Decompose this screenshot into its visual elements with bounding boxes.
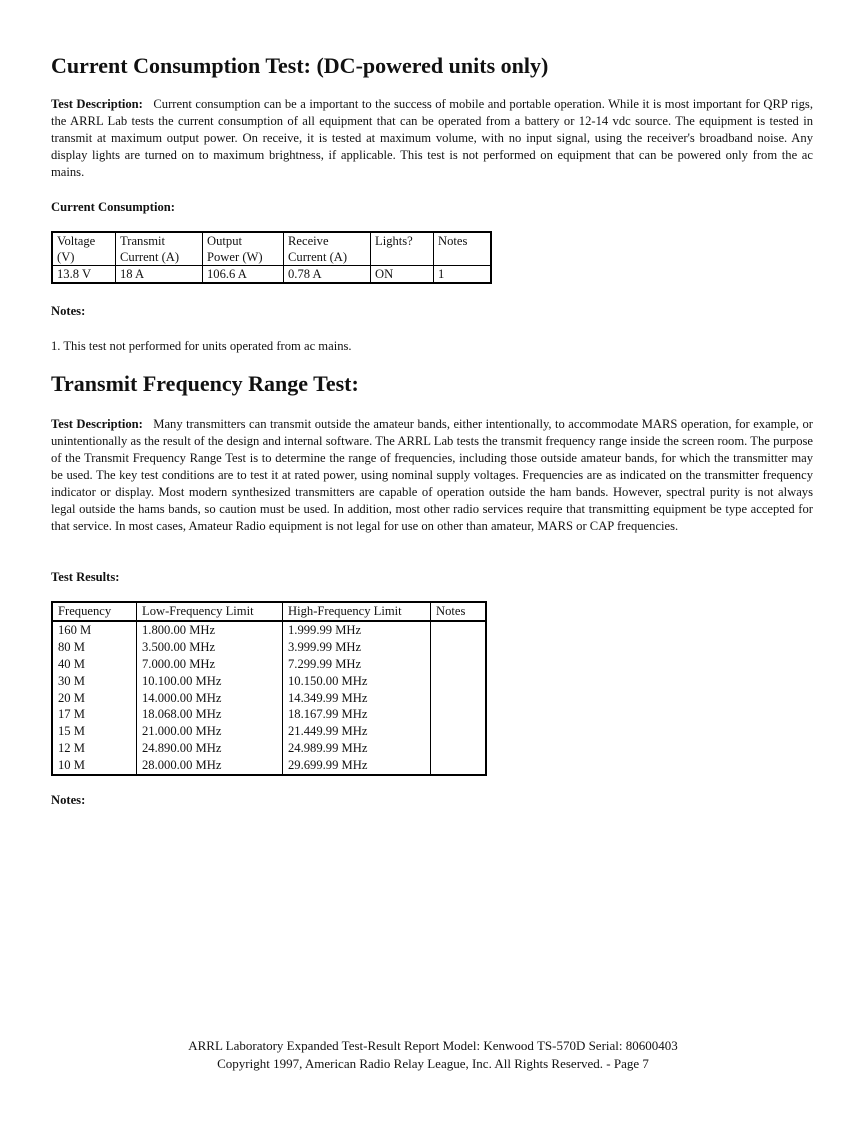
table-row [52,706,486,723]
table-header-row [52,232,491,266]
cell-transmit-current: 18 A [116,266,203,284]
table-row [52,656,486,673]
cell-notes [431,706,487,723]
cell-low-limit: 21.000.00 MHz [137,723,283,740]
transmit-frequency-description [51,416,813,535]
page-footer [0,1037,866,1073]
header-output-power: Output Power (W) [203,232,284,266]
header-low-frequency-limit: Low-Frequency Limit [137,602,283,621]
header-frequency: Frequency [52,602,137,621]
current-consumption-description [51,96,813,181]
table-header-row [52,602,486,621]
cell-frequency: 160 M [52,621,137,639]
cell-high-limit: 18.167.99 MHz [283,706,431,723]
cell-high-limit: 14.349.99 MHz [283,690,431,707]
header-transmit-current: Transmit Current (A) [116,232,203,266]
table-row [52,757,486,775]
cell-low-limit: 10.100.00 MHz [137,673,283,690]
header-notes: Notes [431,602,487,621]
cell-low-limit: 14.000.00 MHz [137,690,283,707]
cell-voltage: 13.8 V [52,266,116,284]
cell-low-limit: 1.800.00 MHz [137,621,283,639]
current-consumption-table [51,231,492,284]
table-row [52,690,486,707]
cell-frequency: 10 M [52,757,137,775]
header-voltage: Voltage (V) [52,232,116,266]
footer-copyright-line: Copyright 1997, American Radio Relay League, Inc. All Rights Reserved. - Page 7 [217,1056,649,1071]
header-receive-current: Receive Current (A) [284,232,371,266]
notes-label: Notes: [51,304,86,318]
cell-frequency: 30 M [52,673,137,690]
note-1: 1. This test not performed for units operated from ac mains. [51,339,352,353]
cell-frequency: 17 M [52,706,137,723]
transmit-frequency-table [51,601,487,776]
table-row [52,723,486,740]
cell-low-limit: 3.500.00 MHz [137,639,283,656]
cell-high-limit: 24.989.99 MHz [283,740,431,757]
cell-notes [431,757,487,775]
cell-high-limit: 7.299.99 MHz [283,656,431,673]
cell-notes [431,639,487,656]
cell-frequency: 80 M [52,639,137,656]
cell-high-limit: 29.699.99 MHz [283,757,431,775]
cell-output-power: 106.6 A [203,266,284,284]
table-row [52,266,491,284]
cell-frequency: 15 M [52,723,137,740]
notes-label: Notes: [51,793,86,807]
description-label: Test Description: [51,417,143,431]
description-label: Test Description: [51,97,143,111]
section-title-transmit-frequency-range: Transmit Frequency Range Test: [51,371,359,396]
cell-high-limit: 10.150.00 MHz [283,673,431,690]
header-lights: Lights? [371,232,434,266]
cell-notes: 1 [434,266,492,284]
header-notes: Notes [434,232,492,266]
cell-frequency: 20 M [52,690,137,707]
description-text: Many transmitters can transmit outside the amateur bands, either intentionally, to accommodate MARS operation, for example, or unintentionally as the result of the design and internal software. The ARRL Lab tests the transmit frequency range inside the screen room. The purpose of the Transmit Frequency Range Test is to determine the range of frequencies, including those outside amateur bands, for which the transmitter may be used. The key test conditions are to test it at rated power, using nominal supply voltages. Frequencies are as indicated on the transmitter frequency indicator or display. Most modern synthesized transmitters are capable of operation outside the ham bands. However, spectral purity is not always legal outside the hams bands, so caution must be used. In addition, most other radio services require that transmitting equipment be type accepted for that service. In most cases, Amateur Radio equipment is not legal for use on other than amateur, MARS or CAP frequencies. [51,417,813,533]
cell-notes [431,690,487,707]
test-results-label: Test Results: [51,570,120,584]
section-title-current-consumption: Current Consumption Test: (DC-powered units only) [51,53,549,78]
cell-high-limit: 21.449.99 MHz [283,723,431,740]
footer-report-line: ARRL Laboratory Expanded Test-Result Report Model: Kenwood TS-570D Serial: 80600403 [188,1038,678,1053]
table-row [52,740,486,757]
table-row [52,639,486,656]
current-consumption-label: Current Consumption: [51,200,175,214]
cell-notes [431,740,487,757]
cell-notes [431,656,487,673]
cell-lights: ON [371,266,434,284]
header-high-frequency-limit: High-Frequency Limit [283,602,431,621]
cell-low-limit: 24.890.00 MHz [137,740,283,757]
cell-frequency: 40 M [52,656,137,673]
cell-notes [431,673,487,690]
cell-notes [431,621,487,639]
cell-high-limit: 3.999.99 MHz [283,639,431,656]
cell-low-limit: 28.000.00 MHz [137,757,283,775]
table-row [52,621,486,639]
cell-frequency: 12 M [52,740,137,757]
cell-low-limit: 7.000.00 MHz [137,656,283,673]
table-row [52,673,486,690]
cell-low-limit: 18.068.00 MHz [137,706,283,723]
cell-high-limit: 1.999.99 MHz [283,621,431,639]
description-text: Current consumption can be a important to the success of mobile and portable operation. While it is most important for QRP rigs, the ARRL Lab tests the current consumption of all equipment that can be operated from a battery or 12-14 vdc source. The equipment is tested in transmit at maximum output power. On receive, it is tested at maximum volume, with no input signal, using the receiver's broadband noise. Any display lights are turned on to maximum brightness, if applicable. This test is not performed on equipment that can be powered only from the ac mains. [51,97,813,179]
cell-notes [431,723,487,740]
cell-receive-current: 0.78 A [284,266,371,284]
